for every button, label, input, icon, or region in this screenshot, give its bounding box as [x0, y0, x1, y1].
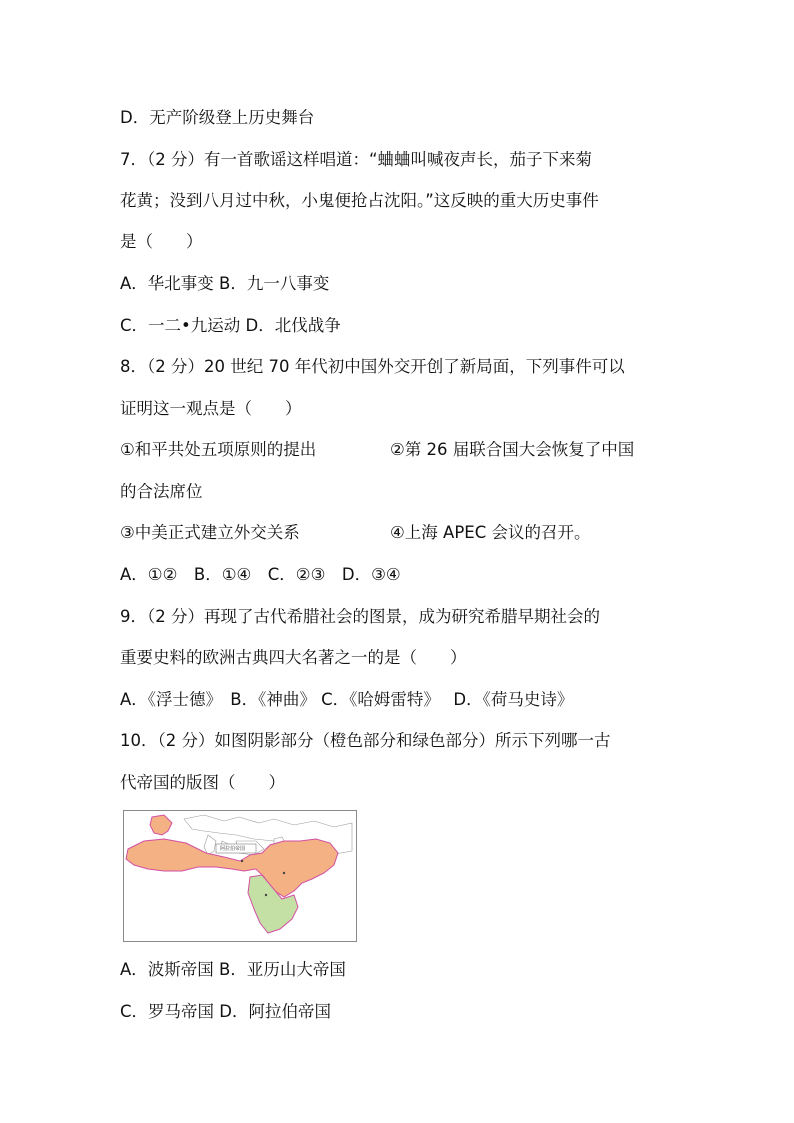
q9-options: A．《浮士德》 B．《神曲》 C．《哈姆雷特》 D．《荷马史诗》: [120, 690, 574, 709]
q7-stem-line1: 7．（2 分）有一首歌谣这样唱道：“蛐蛐叫喊夜声长，茄子下来菊: [120, 150, 593, 169]
city-dot-2: [283, 872, 285, 874]
q9-stem-line2: 重要史料的欧洲古典四大名著之一的是（ ）: [120, 648, 467, 667]
q8-stem-line2: 证明这一观点是（ ）: [120, 399, 302, 418]
q6-option-d: D．无产阶级登上历史舞台: [120, 108, 315, 127]
q8-item-2: ②第 26 届联合国大会恢复了中国: [390, 440, 635, 459]
city-dot-3: [265, 894, 267, 896]
q10-options-ab: A．波斯帝国 B．亚历山大帝国: [120, 960, 346, 979]
q8-options: A．①② B．①④ C．②③ D．③④: [120, 565, 401, 584]
q7-stem-line3: 是（ ）: [120, 232, 203, 251]
q10-stem-line1: 10．（2 分）如图阴影部分（橙色部分和绿色部分）所示下列哪一古: [120, 731, 611, 750]
italy-peninsula: [204, 835, 216, 855]
q8-stem-line1: 8．（2 分）20 世纪 70 年代初中国外交开创了新局面，下列事件可以: [120, 357, 625, 376]
q9-stem-line1: 9．（2 分）再现了古代希腊社会的图景，成为研究希腊早期社会的: [120, 607, 600, 626]
iberia-territory: [150, 815, 172, 835]
map-figure: [124, 811, 356, 941]
map-label-text: 阿拉伯帝国: [220, 846, 246, 852]
arab-empire-map: [123, 810, 357, 942]
q8-item-1: ①和平共处五项原则的提出: [120, 440, 317, 459]
q8-item-4: ④上海 APEC 会议的召开。: [390, 523, 591, 542]
q7-stem-line2: 花黄；没到八月过中秋，小鬼便抢占沈阳。”这反映的重大历史事件: [120, 191, 599, 210]
q8-item-3: ③中美正式建立外交关系: [120, 523, 300, 542]
q10-options-cd: C．罗马帝国 D．阿拉伯帝国: [120, 1002, 331, 1021]
q7-options-cd: C．一二•九运动 D．北伐战争: [120, 316, 341, 335]
city-dot-1: [241, 860, 243, 862]
q10-stem-line2: 代帝国的版图（ ）: [120, 773, 285, 792]
q7-options-ab: A．华北事变 B．九一八事变: [120, 274, 330, 293]
q8-item-2-continued: 的合法席位: [120, 482, 203, 501]
